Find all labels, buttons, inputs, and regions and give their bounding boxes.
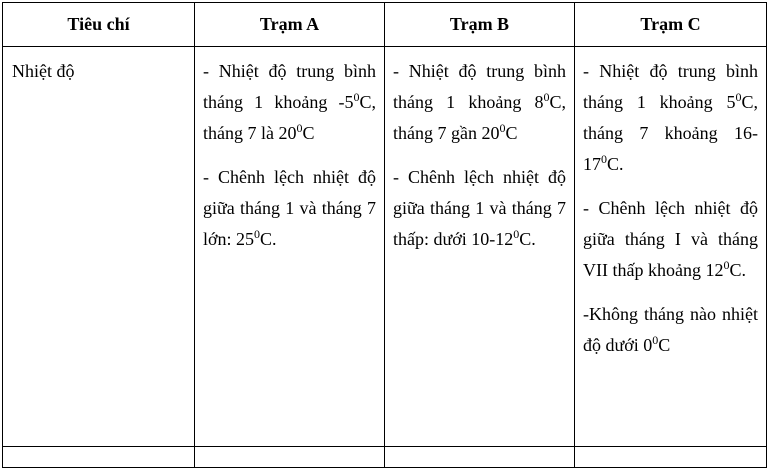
degree-superscript: 0: [652, 333, 659, 347]
station-a-cell: [195, 47, 385, 447]
header-station-b: Trạm B: [385, 3, 575, 47]
paragraph-text: - Nhiệt độ trung bình tháng 1 khoảng 5: [583, 61, 758, 112]
cell-paragraph: [583, 56, 758, 180]
cell-paragraph: [203, 162, 376, 255]
table-row: [3, 447, 767, 468]
degree-superscript: 0: [499, 121, 506, 135]
degree-superscript: 0: [723, 258, 730, 272]
empty-cell: [195, 447, 385, 468]
empty-cell: [3, 447, 195, 468]
degree-superscript: 0: [601, 152, 607, 166]
paragraph-text: C, tháng 7 khoảng 16- 17: [583, 92, 758, 174]
paragraph-text: C: [658, 335, 671, 355]
cell-paragraph: [393, 56, 566, 149]
paragraph-text: C, tháng 7 gần 20: [393, 92, 566, 143]
degree-superscript: 0: [735, 90, 742, 104]
paragraph-text: - Chênh lệch nhiệt độ giữa tháng I và tháng VII thấp khoảng 12: [583, 198, 758, 280]
header-criterion: Tiêu chí: [3, 3, 195, 47]
header-station-a: Trạm A: [195, 3, 385, 47]
paragraph-text: C.: [729, 260, 746, 280]
empty-cell: [575, 447, 767, 468]
paragraph-text: - Chênh lệch nhiệt độ giữa tháng 1 và tháng 7 thấp: dưới 10-12: [393, 167, 566, 249]
degree-superscript: 0: [254, 227, 261, 241]
paragraph-text: C.: [260, 229, 277, 249]
header-row: [3, 3, 767, 47]
degree-superscript: 0: [296, 121, 303, 135]
station-b-cell: [385, 47, 575, 447]
cell-paragraph: [583, 193, 758, 286]
paragraph-text: C.: [519, 229, 536, 249]
paragraph-text: C.: [607, 154, 624, 174]
paragraph-text: - Nhiệt độ trung bình tháng 1 khoảng -5: [203, 61, 376, 112]
degree-superscript: 0: [353, 90, 360, 104]
station-c-cell: [575, 47, 767, 447]
paragraph-text: C, tháng 7 là 20: [203, 92, 376, 143]
empty-cell: [385, 447, 575, 468]
degree-superscript: 0: [543, 90, 550, 104]
paragraph-text: C: [505, 123, 518, 143]
cell-paragraph: [203, 56, 376, 149]
paragraph-text: - Nhiệt độ trung bình tháng 1 khoảng 8: [393, 61, 566, 112]
paragraph-text: -Không tháng nào nhiệt độ dưới 0: [583, 304, 758, 355]
table-row: [3, 47, 767, 447]
header-station-c: Trạm C: [575, 3, 767, 47]
degree-superscript: 0: [513, 227, 520, 241]
comparison-table: [2, 2, 767, 468]
cell-paragraph: [583, 299, 758, 361]
paragraph-text: - Chênh lệch nhiệt độ giữa tháng 1 và tháng 7 lớn: 25: [203, 167, 376, 249]
cell-paragraph: [393, 162, 566, 255]
paragraph-text: C: [302, 123, 315, 143]
criterion-cell: Nhiệt độ: [3, 47, 195, 447]
